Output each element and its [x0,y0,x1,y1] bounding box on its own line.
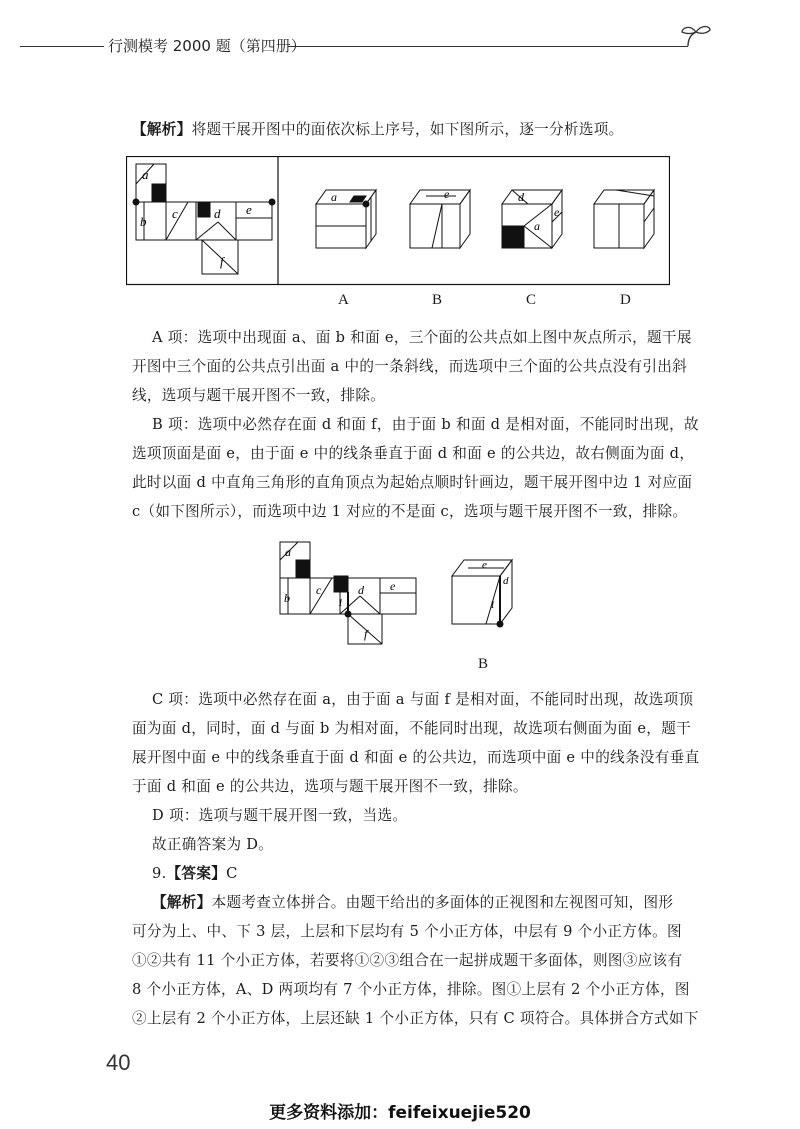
option-b-line-3: 此时以面 d 中直角三角形的直角顶点为起始点顺时针画边，题干展开图中边 1 对应面 [132,474,693,491]
q9-analysis-line-2: 可分为上、中、下 3 层，上层和下层均有 5 个小正方体，中层有 9 个小正方体。图 [132,923,682,940]
net2-label-a: a [285,545,291,559]
q9-answer-line [152,862,238,883]
cube-a-label-a: a [331,190,337,204]
option-c-line-1: C 项：选项中必然存在面 a，由于面 a 与面 f 是相对面，不能同时出现，故选项顶 [152,691,694,708]
analysis-paragraph [132,118,624,139]
net-label-f: f [220,254,224,269]
q9-analysis-line-4: 8 个小正方体，A、D 两项均有 7 个小正方体，排除。图①上层有 2 个小正方体，图 [132,981,690,998]
header-title: 行测模考 2000 题（第四册） [108,37,306,55]
option-b-line-2: 选项顶面是面 e，由于面 e 中的线条垂直于面 d 和面 e 的公共边，故右侧面为面 d， [132,445,695,462]
figure-2-caption: B [478,656,489,672]
analysis-text: 将题干展开图中的面依次标上序号，如下图所示，逐一分析选项。 [191,121,624,138]
q9-analysis-line-3: ①②共有 11 个小正方体，若要将①②③组合在一起拼成题干多面体，则图③应该有 [132,952,683,969]
cube2-label-d: d [503,575,509,587]
option-a-line-3: 线，选项与题干展开图不一致，排除。 [132,387,386,404]
q9-answer-value: C [226,865,238,882]
cube-option-a [316,190,376,248]
analysis-tag: 【解析】 [132,121,192,138]
net-face-c [166,202,196,240]
figure-1-frame [127,157,670,285]
cube-c-label-e: e [554,205,560,219]
option-a-line-1: A 项：选项中出现面 a、面 b 和面 e，三个面的公共点如上图中灰点所示，题干展 [152,329,692,346]
cube-option-d [594,190,654,248]
option-b-line-4: c（如下图所示），而选项中边 1 对应的不是面 c，选项与题干展开图不一致，排除。 [132,503,688,520]
q9-analysis-text-1: 本题考查立体拼合。由题干给出的多面体的正视图和左视图可知，图形 [211,894,674,911]
net-face-e [236,202,272,240]
option-c-line-2: 面为面 d，同时，面 d 与面 b 为相对面，不能同时出现，故选项右侧面为面 e，题干 [132,720,691,737]
option-b-line-1: B 项：选项中必然存在面 d 和面 f，由于面 b 和面 d 是相对面，不能同时出现，故 [152,416,699,433]
net2-edge-label: 1 [338,598,343,609]
cube-option-b [410,190,470,248]
figure-2 [272,538,532,654]
sprout-icon [676,22,716,56]
net2-label-d: d [358,583,364,597]
option-label-c: C [526,292,537,308]
net-label-a: a [142,167,149,182]
footer-note: 更多资料添加：feifeixuejie520 [269,1103,531,1123]
net2-label-b: b [284,591,290,605]
cube-c-label-a: a [534,219,540,233]
net-label-e: e [246,202,252,217]
q9-analysis-line-5: ②上层有 2 个小正方体，上层还缺 1 个小正方体，只有 C 项符合。具体拼合方式如下 [132,1010,699,1027]
option-c-line-4: 于面 d 和面 e 的公共边，选项与题干展开图不一致，排除。 [132,778,528,795]
option-a-line-2: 开图中三个面的公共点引出面 a 中的一条斜线，而选项中三个面的公共点没有引出斜 [132,358,688,375]
cube-c-label-d: d [518,190,524,204]
cube-option-c [502,190,562,248]
q9-analysis-tag: 【解析】 [152,894,212,911]
net-label-b: b [140,214,147,229]
net2-label-c: c [316,583,322,597]
net-label-d: d [214,206,221,221]
cube2-label-e: e [482,559,487,571]
net2-label-f: f [364,627,368,641]
option-label-d: D [620,292,631,308]
q9-analysis-line-1 [152,891,673,912]
q9-number: 9. [152,865,167,882]
cube2-edge-label: 1 [490,600,495,611]
net-diagram [133,164,275,274]
page-number: 40 [106,1050,131,1075]
option-d-line: D 项：选项与题干展开图一致，当选。 [152,807,408,824]
header-rule-right [288,46,688,47]
cube-b-label-e: e [444,187,450,201]
net-diagram-2 [280,542,416,644]
option-label-b: B [432,292,443,308]
net2-label-e: e [390,579,396,593]
header-rule-left [20,46,104,47]
figure-1 [126,156,670,286]
conclusion-line: 故正确答案为 D。 [152,836,274,853]
option-c-line-3: 展开图中面 e 中的线条垂直于面 d 和面 e 的公共边，而选项中面 e 中的线条没有垂直 [132,749,700,766]
option-label-a: A [338,292,349,308]
net-label-c: c [172,206,178,221]
q9-answer-tag: 【答案】 [166,865,227,882]
